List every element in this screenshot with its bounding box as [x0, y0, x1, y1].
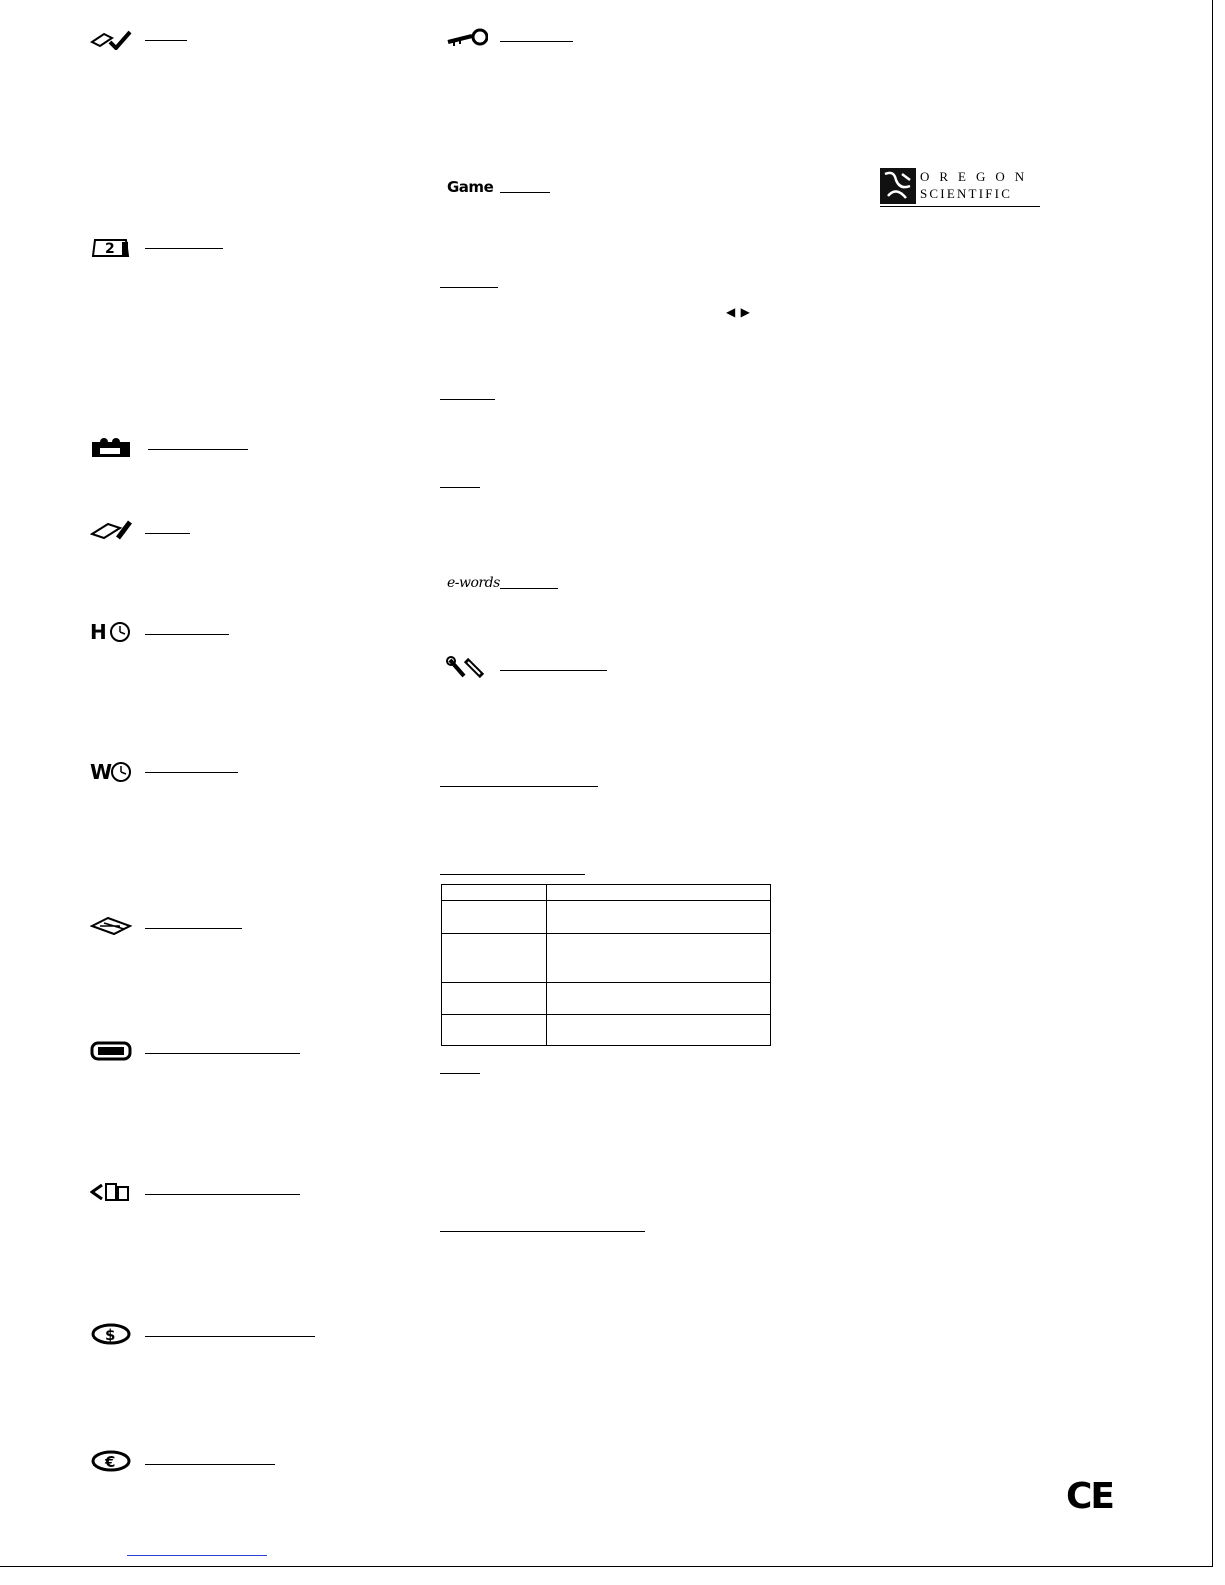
heading-rule	[145, 928, 242, 929]
currency-euro-icon	[90, 1450, 132, 1472]
world-clock-icon	[90, 760, 132, 782]
unit-converter-icon	[90, 1181, 132, 1203]
table-row	[442, 934, 771, 983]
table-cell	[442, 983, 547, 1015]
table-cell	[442, 934, 547, 983]
heading-rule	[145, 1194, 300, 1195]
page-bottom-border	[0, 1566, 1213, 1567]
spec-table	[441, 884, 771, 1046]
home-clock-icon	[90, 620, 132, 642]
game-label: Game	[447, 178, 494, 196]
logo-line-2: SCIENTIFIC	[920, 186, 1013, 201]
heading-rule	[440, 287, 498, 288]
table-cell	[547, 885, 771, 901]
logo-line-1: OREGON	[920, 169, 1035, 184]
tools-icon	[446, 656, 488, 678]
svg-text:2: 2	[105, 241, 115, 257]
table-cell	[442, 885, 547, 901]
currency-dollar-icon	[90, 1323, 132, 1345]
table-row	[442, 885, 771, 901]
heading-rule	[500, 192, 550, 193]
memo-icon	[90, 520, 132, 542]
svg-text:$: $	[105, 1326, 116, 1344]
table-row	[442, 1015, 771, 1046]
heading-rule	[145, 40, 187, 41]
heading-rule	[440, 786, 598, 787]
heading-rule	[145, 1336, 315, 1337]
table-cell	[442, 901, 547, 934]
heading-rule	[500, 588, 558, 589]
table-cell	[547, 983, 771, 1015]
calendar-2-icon	[90, 236, 132, 258]
address-book-icon	[90, 436, 132, 458]
heading-rule	[145, 772, 238, 773]
note-edit-icon	[90, 28, 132, 50]
oregon-scientific-logo	[880, 168, 1040, 210]
scientific-calculator-icon	[90, 1040, 132, 1062]
svg-text:W: W	[90, 760, 113, 782]
ce-mark: CE	[1066, 1476, 1114, 1517]
heading-rule	[145, 1464, 275, 1465]
heading-rule	[440, 1073, 480, 1074]
logo-underline	[880, 206, 1040, 207]
heading-rule	[500, 41, 573, 42]
key-password-icon	[446, 28, 488, 50]
heading-rule	[145, 248, 223, 249]
ewords-label: e-words	[447, 575, 500, 591]
table-cell	[547, 934, 771, 983]
heading-rule	[440, 399, 495, 400]
table-cell	[442, 1015, 547, 1046]
heading-rule	[145, 634, 229, 635]
heading-rule	[145, 1053, 300, 1054]
heading-rule	[440, 1231, 645, 1232]
svg-text:€: €	[105, 1453, 116, 1471]
calculator-icon	[90, 914, 132, 936]
table-cell	[547, 1015, 771, 1046]
table-row	[442, 901, 771, 934]
heading-rule	[440, 487, 480, 488]
heading-rule	[145, 533, 190, 534]
page-right-border	[1212, 0, 1213, 1567]
footer-link-underline[interactable]	[127, 1555, 267, 1556]
arrow-keys-glyph: ◀ ▶	[726, 305, 751, 319]
heading-rule	[148, 449, 248, 450]
table-row	[442, 983, 771, 1015]
heading-rule	[440, 874, 585, 875]
svg-text:H: H	[90, 620, 107, 642]
logo-mark-icon	[880, 168, 916, 204]
table-cell	[547, 901, 771, 934]
heading-rule	[500, 670, 607, 671]
